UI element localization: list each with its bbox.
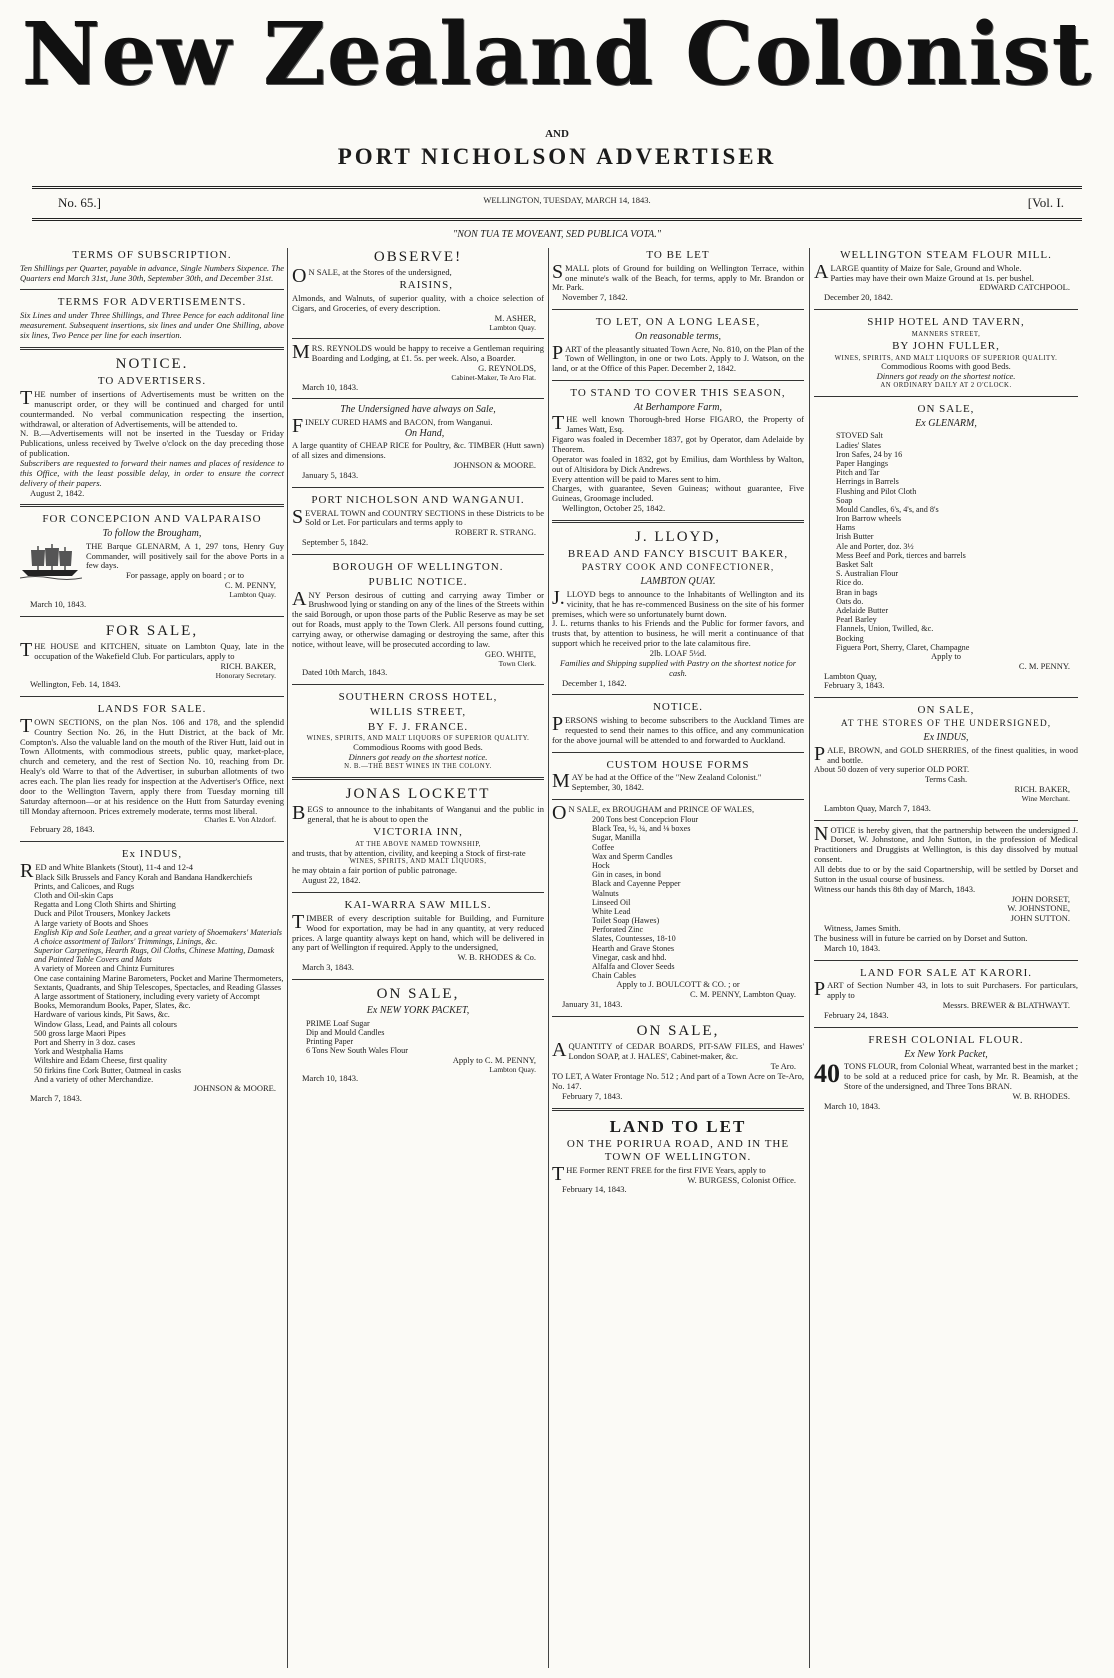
ad-body: Parties may have their own Maize Ground at 1s. per bushel. [830, 272, 1034, 283]
ad-signature-line: Lambton Quay. [489, 322, 536, 332]
ad-heading: TO STAND TO COVER THIS SEASON, [570, 387, 786, 400]
ad-heading: FRESH COLONIAL FLOUR. [868, 1033, 1024, 1046]
ad-body: NOTICE is hereby given, that the partnership between the undersigned J. Dorset, W. Johnstone, and John Sutton, in the profession of Medical Practitioners and Druggists at Wellington, is this day dissolved by mutual consent. [814, 822, 1078, 865]
ad-heading: SOUTHERN CROSS HOTEL, [338, 691, 498, 704]
goods-list [552, 815, 804, 980]
ad-heading: J. LLOYD, [635, 529, 721, 546]
list-item: Hams [836, 523, 856, 533]
ad-heading: PORT NICHOLSON AND WANGANUI. [311, 493, 525, 506]
ad-body: AN ORDINARY DAILY AT 2 O'CLOCK. [880, 382, 1012, 390]
ad-body: PART of Section Number 43, in lots to suit Purchasers. For particulars, apply to [814, 978, 1078, 1001]
list-item: Iron Barrow wheels [836, 514, 902, 524]
ad-heading: NOTICE. [115, 355, 189, 372]
ad-body: PALE, BROWN, and GOLD SHERRIES, of the finest qualities, in wood and bottle. [814, 742, 1078, 765]
ad-date: January 5, 1843. [302, 470, 359, 481]
ad-subheading: On reasonable terms, [634, 330, 721, 342]
ad-sherries [814, 697, 1078, 813]
ad-body: J.LLOYD begs to announce to the Inhabitants of Wellington and its vicinity, that he has re-commenced Business on the site of his former premises, which were so unfortunately burnt down. [552, 586, 804, 619]
ad-body: 2lb. LOAF 5½d. [649, 647, 707, 658]
list-item: Flushing and Pilot Cloth [836, 486, 917, 496]
ad-date: March 7, 1843. [30, 1092, 82, 1103]
ad-body: WINES, SPIRITS, AND MALT LIQUORS OF SUPERIOR QUALITY. [306, 735, 530, 743]
ad-body: TONS FLOUR, from Colonial Wheat, warranted best in the market ; to be sold at a reduced price for cash, by Mr. R. Beamish, at the Store of the undersigned, and Three Tons BRAN. [844, 1061, 1078, 1091]
ad-body: Families and Shipping supplied with Pastry on the shortest notice for cash. [559, 657, 797, 678]
ad-body: Witness our hands this 8th day of March, 1843. [814, 883, 976, 894]
list-item: Pitch and Tar [836, 468, 880, 478]
list-item: Bran in bags [836, 587, 878, 597]
ad-heading: TO BE LET [646, 249, 710, 261]
ad-lloyd [552, 520, 804, 688]
ad-colonial-flour [814, 1027, 1078, 1112]
ad-body: Charges, with guarantee, Seven Guineas; without guarantee, Five Guineas, Groomage included. [552, 483, 804, 504]
ad-date: February 24, 1843. [824, 1010, 889, 1021]
ad-ex-glenarm [814, 396, 1078, 691]
ad-date: December 20, 1842. [824, 292, 893, 303]
ad-heading: ON SALE, [636, 1023, 720, 1039]
quantity-label: 40 [814, 1059, 840, 1089]
ad-lands-for-sale [20, 696, 284, 835]
ad-body: The business will in future be carried on by Dorset and Sutton. [814, 932, 1028, 943]
ad-auckland-times [552, 694, 804, 745]
ad-body: Every attention will be paid to Mares sent to him. [552, 473, 721, 484]
ad-date: March 10, 1843. [824, 1100, 881, 1111]
ad-signature-line: Cabinet-Maker, Te Aro Flat. [451, 372, 536, 382]
list-item: Window Glass, Lead, and Paints all colours [34, 1019, 177, 1029]
ad-date: March 10, 1843. [302, 381, 359, 392]
ad-signature: W. BURGESS, Colonist Office. [687, 1174, 796, 1185]
ad-date: March 10, 1843. [30, 598, 87, 609]
list-item: Regatta and Long Cloth Shirts and Shirting [34, 900, 176, 910]
masthead-title: New Zealand Colonist [21, 4, 1093, 105]
ad-signature: JOHN SUTTON. [1010, 913, 1070, 924]
ad-body: RED and White Blankets (Stout), 11-4 and 12-4 [20, 859, 194, 882]
ad-heading: ON SALE, [917, 704, 975, 717]
ad-body: THE HOUSE and KITCHEN, situate on Lambton Quay, late in the occupation of the Wakefield Club. For particulars, apply to [20, 638, 284, 661]
list-item: A choice assortment of Tailors' Trimmings, Linings, &c. [34, 936, 218, 946]
ad-body: SEVERAL TOWN and COUNTRY SECTIONS in these Districts to be Sold or Let. For particulars and terms apply to [292, 505, 544, 528]
ad-body: PERSONS wishing to become subscribers to the Auckland Times are requested to send their names to this office, and any communication for the above journal will be attended to and forwarded to Auckland. [552, 713, 804, 745]
ad-land-to-let [552, 1108, 804, 1196]
column-divider [287, 248, 288, 1668]
ad-signature: M. ASHER, [494, 312, 536, 323]
list-item: Duck and Pilot Trousers, Monkey Jackets [34, 909, 171, 919]
ad-subheading: Ex INDUS, [923, 732, 969, 744]
list-item: Bocking [836, 633, 864, 643]
list-item: 200 Tons best Concepcion Flour [592, 815, 699, 825]
ad-signature-line: Lambton Quay. [229, 590, 276, 600]
list-item: Herrings in Barrels [836, 477, 899, 487]
list-item: Cloth and Oil-skin Caps [34, 890, 114, 900]
ad-heading: TERMS FOR ADVERTISEMENTS. [57, 296, 247, 309]
ad-subheading: Ex GLENARM, [915, 417, 977, 429]
ad-signature-line: Town Clerk. [498, 658, 536, 668]
ad-body: FINELY CURED HAMS and BACON, from Wanganui. [292, 414, 493, 437]
ad-partnership [814, 820, 1078, 954]
ad-date: December 1, 1842. [562, 677, 627, 688]
list-item: Vinegar, cask and hhd. [592, 952, 667, 962]
ad-body: SMALL plots of Ground for building on Wellington Terrace, within one minute's walk of the Beach, for terms, apply to Mr. Brandon or Mr. Park. [552, 260, 804, 293]
list-item: Rice do. [836, 578, 864, 588]
ad-body: THE number of insertions of Advertisements must be written on the manuscript order, or they will be continued and charged for until countermanded. No verbal communication respecting the insertion, withdrawal, or alteration of Advertisements, will be attended to. [20, 386, 284, 429]
list-item: Basket Salt [836, 560, 874, 569]
ad-date: August 2, 1842. [30, 487, 85, 498]
list-item: A large assortment of Stationery, including every variety of Accompt Books, Memorandum Books, Paper, Slates, &c. [34, 992, 260, 1011]
ad-body: BEGS to announce to the inhabitants of Wanganui and the public in general, that he is about to open the [292, 802, 544, 825]
list-item: Hardware of various kinds, Pit Saws, &c. [34, 1010, 170, 1020]
ad-signature-line: Honorary Secretary. [215, 670, 276, 680]
list-item: 500 gross large Maori Pipes [34, 1028, 126, 1038]
ad-subheading: VICTORIA INN, [373, 825, 463, 838]
ad-body: WINES, SPIRITS, AND MALT LIQUORS, [349, 858, 487, 866]
ad-body: Figaro was foaled in December 1837, got by Operator, dam Adelaide by Theorem. [552, 434, 804, 455]
ad-signature: RICH. BAKER, [1014, 784, 1070, 795]
ad-kaiwarra [292, 892, 544, 973]
ad-concepcion [20, 504, 284, 609]
ad-heading: BOROUGH OF WELLINGTON. [332, 561, 504, 574]
ad-body: Dinners got ready on the shortest notice. [876, 371, 1016, 382]
column-2 [292, 248, 544, 1090]
ad-signature: C. M. PENNY, Lambton Quay. [689, 989, 796, 1000]
column-divider [809, 248, 810, 1668]
ad-body: About 50 dozen of very superior OLD PORT. [814, 764, 970, 775]
rule-top [32, 186, 1082, 189]
list-item: Alfalfa and Clover Seeds [592, 962, 675, 972]
ad-subheading: To follow the Brougham, [102, 528, 202, 540]
list-item: Black and Cayenne Pepper [592, 879, 681, 889]
ad-date: March 10, 1843. [824, 942, 881, 953]
ad-southern-cross [292, 684, 544, 771]
ad-heading: TERMS OF SUBSCRIPTION. [72, 249, 232, 261]
ad-body: N. B.—Advertisements will not be inserted in the Tuesday or Friday Publications, unless received by Twelve o'clock on the day preceding those of publication. [20, 428, 284, 459]
ad-body: AT THE ABOVE NAMED TOWNSHIP, [355, 840, 481, 848]
ad-subheading: MANNERS STREET, [911, 330, 981, 338]
issue-number: No. 65.] [58, 195, 101, 210]
ad-subheading: PASTRY COOK AND CONFECTIONER, [581, 563, 775, 574]
list-item: PRIME Loaf Sugar [306, 1018, 370, 1028]
ad-signature: ROBERT R. STRANG. [454, 527, 536, 538]
ad-body: Apply to [931, 650, 961, 661]
ad-body: THE Barque GLENARM, A 1, 297 tons, Henry Guy Commander, will positively sail for the above Ports in a few days. [86, 540, 284, 571]
ad-body: ON SALE, ex BROUGHAM and PRINCE OF WALES, [552, 802, 755, 825]
ad-body: AQUANTITY of CEDAR BOARDS, PIT-SAW FILES, and Hawes' London SOAP, at J. HALES', Cabinet-maker, &c. [552, 1039, 804, 1062]
list-item: English Kip and Sole Leather, and a great variety of Shoemakers' Materials [34, 927, 282, 937]
list-item: Mould Candles, 6's, 4's, and 8's [836, 504, 939, 514]
motto: "NON TUA TE MOVEANT, SED PUBLICA VOTA." [453, 229, 661, 240]
ad-heading: Ex INDUS, [121, 847, 183, 860]
dateline [32, 195, 1082, 215]
ad-notice [20, 347, 284, 499]
ad-body: THE Former RENT FREE for the first FIVE Years, apply to [552, 1162, 766, 1185]
ad-body: MAY be had at the Office of the "New Zealand Colonist." [552, 770, 762, 793]
ad-signature: G. REYNOLDS, [478, 362, 536, 373]
ad-body: Apply to J. BOULCOTT & CO. ; or [616, 979, 740, 990]
list-item: 50 firkins fine Cork Butter, Oatmeal in casks [34, 1065, 182, 1075]
ad-signature-line: Wine Merchant. [1021, 793, 1070, 803]
ad-heading: ON SALE, [917, 403, 975, 416]
list-item: Perforated Zinc [592, 925, 644, 935]
ad-heading: OBSERVE! [373, 249, 463, 265]
ad-date: Lambton Quay, [824, 670, 877, 681]
ad-subheading: AT THE STORES OF THE UNDERSIGNED, [840, 719, 1052, 730]
ad-body: Six Lines and under Three Shillings, and Three Pence for each additonal line measurement. Subsequent insertions, six lines and under One Shilling, above six lines, Two Pence per line for each insertion. [20, 310, 284, 340]
ad-brougham [552, 799, 804, 1010]
ad-date: February 7, 1843. [562, 1090, 623, 1101]
ad-subheading: BY JOHN FULLER, [892, 339, 1000, 352]
ad-subheading: LAMBTON QUAY. [640, 576, 716, 588]
list-item: Slates, Countesses, 18-10 [592, 934, 676, 944]
ad-date: Wellington, October 25, 1842. [562, 503, 666, 514]
ad-date: February 14, 1843. [562, 1184, 627, 1195]
ad-body: ANY Person desirous of cutting and carrying away Timber or Brushwood lying or standing on any of the lines of the Streets within the said Borough, or upon those parts of the Public Reserve as may be set out for Roads, must apply to the Town Clerk. All persons found cutting, carrying away, or otherwise damaging or destroying the same, after this notice, without leave, will be prosecuted according to law. [292, 587, 544, 649]
list-item: Pearl Barley [836, 615, 877, 625]
masthead-and: AND [545, 128, 569, 140]
list-item: White Lead [592, 906, 631, 916]
ad-body: and trusts, that by attention, civility, and keeping a Stock of first-rate [292, 847, 526, 858]
ad-new-york-packet [292, 979, 544, 1084]
list-item: Mess Beef and Pork, tierces and barrels [836, 550, 966, 560]
ad-cedar-boards [552, 1016, 804, 1102]
ad-body: N. B.—THE BEST WINES IN THE COLONY. [344, 762, 492, 770]
ad-date: September, 30, 1842. [571, 782, 644, 793]
list-item: York and Westphalia Hams [34, 1047, 124, 1057]
list-item: Port and Sherry in 3 doz. cases [34, 1037, 136, 1047]
ad-heading: TO LET, ON A LONG LEASE, [595, 316, 761, 329]
list-item: Walnuts [592, 888, 619, 898]
goods-list [814, 431, 1078, 652]
ad-heading: CUSTOM HOUSE FORMS [606, 758, 750, 771]
masthead-subtitle: PORT NICHOLSON ADVERTISER [337, 144, 777, 169]
ad-signature: W. JOHNSTONE, [1007, 903, 1070, 914]
list-item: Chain Cables [592, 971, 636, 981]
list-item: Printing Paper [306, 1037, 354, 1047]
ad-date: March 10, 1843. [302, 1073, 359, 1084]
ad-heading: The Undersigned have always on Sale, [340, 404, 496, 416]
ad-heading: SHIP HOTEL AND TAVERN, [867, 316, 1025, 329]
ad-body: Almonds, and Walnuts, of superior quality, with a choice selection of Cigars, and Groceries, of every description. [292, 293, 544, 313]
ad-signature: Messrs. BREWER & BLATHWAYT. [942, 1000, 1070, 1011]
ad-reynolds [292, 338, 544, 392]
goods-list [292, 1019, 544, 1056]
ad-heading: JONAS LOCKETT [345, 785, 491, 802]
ad-subheading: On Hand, [404, 427, 445, 439]
ad-for-sale [20, 616, 284, 691]
list-item: Irish Butter [836, 532, 874, 542]
ad-signature: JOHNSON & MOORE. [193, 1082, 276, 1093]
ad-heading: NOTICE. [652, 701, 704, 714]
ad-jonas-lockett [292, 777, 544, 886]
ad-long-lease [552, 309, 804, 374]
ad-body: TO LET, A Water Frontage No. 512 ; And part of a Town Acre on Te-Aro, No. 147. [552, 1070, 804, 1091]
ad-signature: EDWARD CATCHPOOL. [979, 282, 1070, 293]
ad-signature: C. M. PENNY. [1018, 660, 1070, 671]
ad-date: January 31, 1843. [562, 999, 623, 1010]
ad-body: he may obtain a fair portion of public patronage. [292, 865, 457, 876]
list-item: Paper Hangings [836, 458, 889, 468]
ad-date: Wellington, Feb. 14, 1843. [30, 679, 121, 690]
ad-to-be-let [552, 249, 804, 303]
ad-heading: LAND TO LET [609, 1116, 747, 1136]
column-3 [552, 248, 804, 1201]
ad-signature: W. B. RHODES & Co. [457, 952, 536, 963]
list-item: Wax and Sperm Candles [592, 851, 673, 861]
ad-signature: C. M. PENNY, [224, 580, 276, 591]
ad-date: February 3, 1843. [824, 680, 885, 691]
ad-signature: Apply to C. M. PENNY, [452, 1054, 536, 1065]
rule-bottom [32, 218, 1082, 221]
ad-body: Commodious Rooms with good Beds. [881, 361, 1011, 372]
ad-subheading: ON THE PORIRUA ROAD, AND IN THE TOWN OF WELLINGTON. [566, 1138, 790, 1164]
ad-borough [292, 554, 544, 678]
ad-heading: KAI-WARRA SAW MILLS. [344, 899, 492, 912]
ad-subheading: RAISINS, [399, 279, 453, 292]
ad-signature-line: Te Aro. [770, 1061, 796, 1072]
ad-heading: FOR SALE, [105, 622, 199, 639]
ad-date: March 3, 1843. [302, 962, 354, 973]
ad-signature-line: Lambton Quay. [489, 1064, 536, 1074]
list-item: Flannels, Union, Twilled, &c. [836, 624, 934, 634]
ad-body: Terms Cash. [924, 774, 968, 785]
ad-advertising-terms [20, 289, 284, 340]
ad-body: Subscribers are requested to forward their names and places of residence to this Office, with the least possible delay, in order to ensure the correct delivery of their papers. [20, 457, 284, 488]
list-item: Prints, and Calicoes, and Rugs [34, 881, 135, 891]
ad-body: WINES, SPIRITS, AND MALT LIQUORS OF SUPERIOR QUALITY. [834, 354, 1058, 362]
ship-icon [20, 542, 82, 580]
ad-heading: FOR CONCEPCION AND VALPARAISO [42, 513, 262, 526]
list-item: Ladies' Slates [836, 440, 881, 450]
ad-heading: LAND FOR SALE AT KARORI. [859, 966, 1032, 979]
list-item: Oats do. [836, 596, 864, 606]
ad-subheading: WILLIS STREET, [369, 705, 467, 718]
column-divider [548, 248, 549, 1668]
list-item: Soap [836, 495, 853, 505]
list-item: And a variety of other Merchandize. [34, 1074, 154, 1084]
ad-signature: GEO. WHITE, [484, 648, 536, 659]
ad-date: Dated 10th March, 1843. [302, 667, 388, 678]
ad-signature: Charles E. Von Alzdorf. [204, 815, 276, 825]
list-item: Superior Carpetings, Hearth Rugs, Oil Cloths, Chinese Matting, Damask and Painted Table Covers and Mats [34, 946, 275, 965]
list-item: Adelaide Butter [836, 605, 889, 615]
list-item: Sugar, Manilla [592, 833, 641, 843]
ad-body: ON SALE, at the Stores of the undersigned, [292, 265, 452, 288]
ad-heading: WELLINGTON STEAM FLOUR MILL. [840, 249, 1052, 261]
list-item: Iron Safes, 24 by 16 [836, 449, 903, 459]
list-item: Hock [592, 860, 610, 870]
list-item: Hearth and Grave Stones [592, 943, 675, 953]
ad-date: Lambton Quay, March 7, 1843. [824, 802, 931, 813]
ad-subheading: Ex New York Packet, [904, 1048, 988, 1060]
ad-heading: ON SALE, [376, 985, 460, 1002]
ad-wanganui [292, 487, 544, 548]
ad-signature: RICH. BAKER, [220, 660, 276, 671]
ad-body: PART of the pleasantly situated Town Acre, No. 810, on the Plan of the Town of Wellington, in one or two Lots. Apply to J. Watson, on the land, or at the Office of this Paper. December 2, 1842. [552, 341, 804, 374]
list-item: Coffee [592, 842, 615, 852]
ad-subheading: BY F. J. FRANCE. [367, 720, 469, 733]
ad-observe [292, 249, 544, 332]
ad-signature: JOHN DORSET, [1011, 893, 1070, 904]
ad-signature: JOHNSON & MOORE. [453, 460, 536, 471]
ad-body: For passage, apply on board ; or to [125, 570, 245, 581]
list-item: 6 Tons New South Wales Flour [306, 1046, 408, 1056]
ad-steam-flour-mill [814, 249, 1078, 303]
list-item: Ale and Porter, doz. 3½ [836, 541, 914, 551]
list-item: Toilet Soap (Hawes) [592, 916, 660, 926]
ad-body: Operator was foaled in 1832, got by Emilius, dam Worthless by Walton, out of Altisidora by Dick Andrews. [552, 453, 804, 474]
list-item: A variety of Moreen and Chintz Furnitures [34, 964, 175, 974]
ad-body: J. L. returns thanks to his Friends and the Public for former favors, and trusts that, by attention to business, he will merit a continuance of that support which he received prior to the late calamitous fire. [552, 618, 804, 649]
ad-subscription [20, 249, 284, 283]
ad-date: August 22, 1842. [302, 875, 361, 886]
ad-body: TOWN SECTIONS, on the plan Nos. 106 and 178, and the splendid Country Section No. 26, in the Hutt District, at the back of Mr. Compton's. Also the valuable land on the mouth of the River Hutt, laid out in Town Allotments, with commodious streets, public quay, market-place, church and cemetery, and the rest of Section No. 10, reaching from Dr. Healy's old Warre to that of the Advertiser, in suburban allotments of two acres each. The plan lies ready for inspection at the Advertiser's Office, next door to the Wellington Tavern, apply there from Tuesday morning till Saturday afternoon—or at his residence on the Hutt from Saturday evening till Monday afternoon. Prices extremely moderate, terms most liberal. [20, 714, 284, 816]
ad-body: A large quantity of CHEAP RICE for Poultry, &c. TIMBER (Hutt sawn) of all sizes and dimensions. [292, 440, 544, 461]
ad-body: ALARGE quantity of Maize for Sale, Ground and Whole. [814, 260, 1022, 283]
ad-subheading: Ex NEW YORK PACKET, [366, 1005, 470, 1017]
ad-ex-indus [20, 841, 284, 1104]
goods-list [20, 873, 284, 1084]
column-4 [814, 248, 1078, 1118]
ad-hams-bacon [292, 398, 544, 480]
ad-body: Witness, James Smith. [824, 923, 901, 934]
ad-karori [814, 960, 1078, 1021]
ad-subheading: At Berhampore Farm, [633, 401, 723, 413]
list-item: Black Tea, ½, ¼, and ⅛ boxes [592, 824, 691, 834]
list-item: Gin in cases, in bond [592, 870, 661, 880]
ad-date: February 28, 1843. [30, 824, 95, 835]
ad-body: All debts due to or by the said Copartnership, will be settled by Dorset and Sutton in the usual course of business. [814, 863, 1078, 884]
ad-custom-house [552, 752, 804, 793]
ad-subheading: BREAD AND FANCY BISCUIT BAKER, [567, 548, 789, 561]
ad-date: November 7, 1842. [562, 292, 628, 303]
list-item: Black Silk Brussels and Fancy Korah and Bandana Handkerchiefs [35, 872, 253, 882]
list-item: Wiltshire and Edam Cheese, first quality [34, 1056, 167, 1066]
list-item: A large variety of Boots and Shoes [34, 918, 149, 928]
list-item: S. Australian Flour [836, 569, 899, 579]
list-item: STOVED Salt [836, 431, 883, 441]
ad-body: MRS. REYNOLDS would be happy to receive a Gentleman requiring Boarding and Lodging, at £1. 5s. per week. Also, a Boarder. [292, 341, 544, 364]
ad-subheading: TO ADVERTISERS. [97, 375, 207, 388]
list-item: Linseed Oil [592, 897, 631, 907]
column-1 [20, 248, 284, 1110]
ad-signature: W. B. RHODES. [1012, 1090, 1070, 1101]
ad-date: September 5, 1842. [302, 537, 369, 548]
ad-body: Dinners got ready on the shortest notice. [348, 752, 488, 763]
issue-date: WELLINGTON, TUESDAY, MARCH 14, 1843. [483, 195, 651, 205]
list-item: Dip and Mould Candles [306, 1028, 385, 1038]
volume: [Vol. I. [1027, 195, 1064, 210]
ad-body: Ten Shillings per Quarter, payable in advance, Single Numbers Sixpence. The Quarters end March 31st, June 30th, September 30th, and December 31st. [20, 262, 284, 283]
ad-ship-hotel [814, 309, 1078, 390]
ad-body: Commodious Rooms with good Beds. [353, 742, 483, 753]
ad-subheading: PUBLIC NOTICE. [368, 575, 468, 588]
ad-body: TIMBER of every description suitable for Building, and Furniture Wood for exportation, may be had in any quantity, at very reduced prices. A large quantity always kept on hand, which will be delivered in any part of Wellington if required. Apply to the undersigned, [292, 910, 544, 953]
ad-body: THE well known Thorough-bred Horse FIGARO, the Property of James Watt, Esq. [552, 412, 804, 435]
list-item: Figuera Port, Sherry, Claret, Champagne [836, 642, 970, 652]
ad-figaro [552, 380, 804, 514]
ad-heading: LANDS FOR SALE. [97, 703, 207, 716]
masthead [20, 0, 1094, 110]
list-item: One case containing Marine Barometers, Pocket and Marine Thermometers, Sextants, Quadrants, and Ship Telescopes, Spectacles, and Reading Glasses [34, 973, 284, 992]
